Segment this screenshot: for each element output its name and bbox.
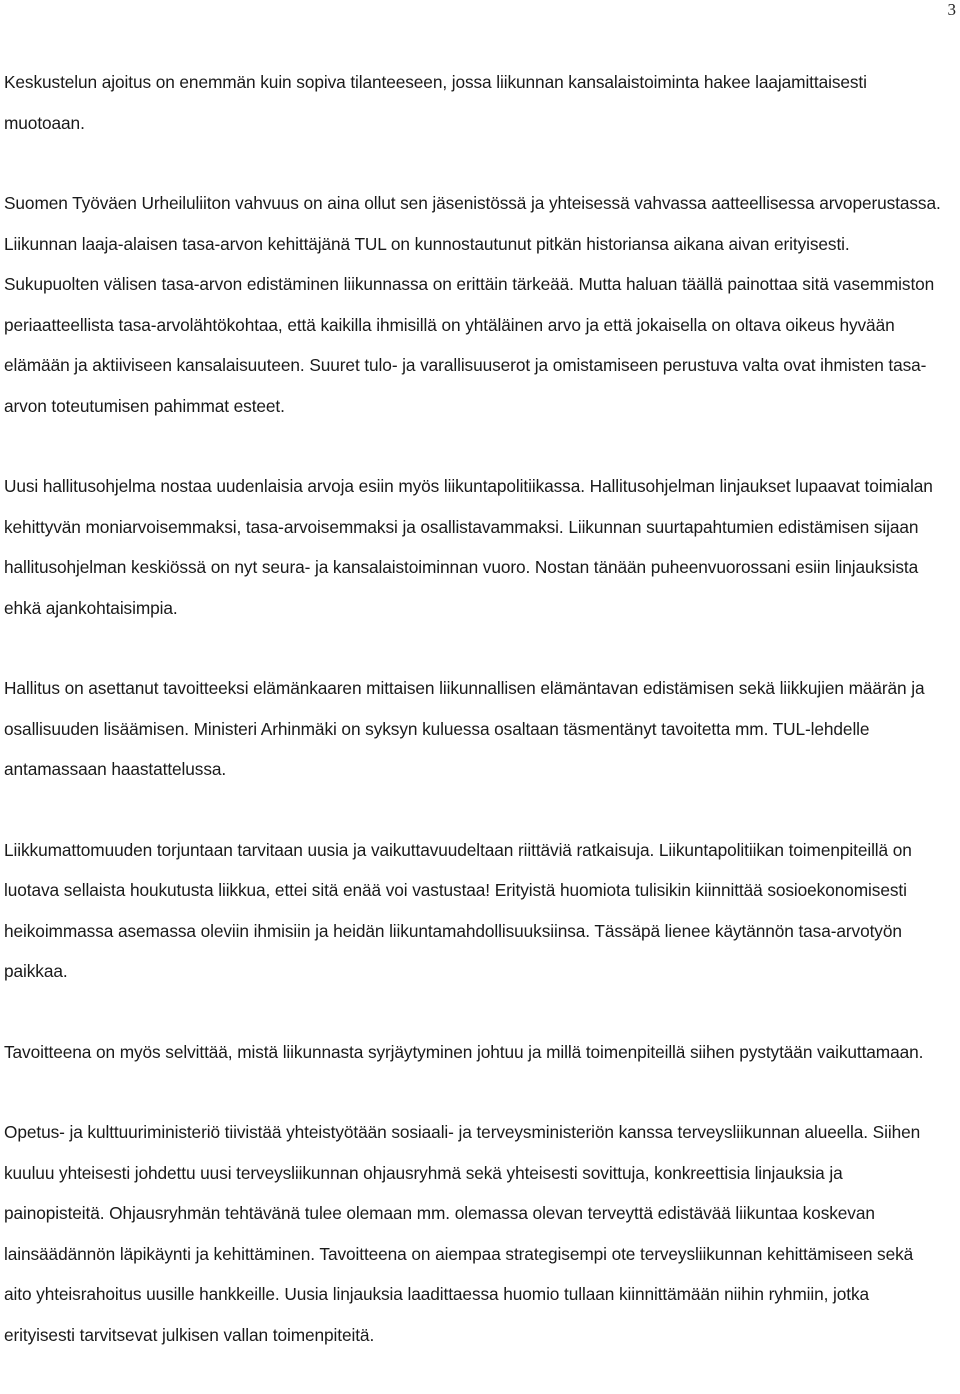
document-body	[4, 62, 944, 1355]
paragraph-spacer	[4, 628, 944, 668]
paragraph-spacer	[4, 790, 944, 830]
paragraph-2: Suomen Työväen Urheiluliiton vahvuus on aina ollut sen jäsenistössä ja yhteisessä vahvassa aatteellisessa arvoperustassa. Liikunnan laaja-alaisen tasa-arvon kehittäjänä TUL on kunnostautunut pitkän historiansa aikana aivan erityisesti. Sukupuolten välisen tasa-arvon edistäminen liikunnassa on erittäin tärkeää. Mutta haluan täällä painottaa sitä vasemmiston periaatteellista tasa-arvolähtökohtaa, että kaikilla ihmisillä on yhtäläinen arvo ja että jokaisella on oltava oikeus hyvään elämään ja aktiiviseen kansalaisuuteen. Suuret tulo- ja varallisuuserot ja omistamiseen perustuva valta ovat ihmisten tasa-arvon toteutumisen pahimmat esteet.	[4, 193, 941, 416]
paragraph-spacer	[4, 426, 944, 466]
paragraph-5: Liikkumattomuuden torjuntaan tarvitaan uusia ja vaikuttavuudeltaan riittäviä ratkaisuja. Liikuntapolitiikan toimenpiteillä on luotava sellaista houkutusta liikkua, ettei sitä enää voi vastustaa! Erityistä huomiota tulisikin kiinnittää sosioekonomisesti heikoimmassa asemassa oleviin ihmisiin ja heidän liikuntamahdollisuuksiinsa. Tässäpä lienee käytännön tasa-arvotyön paikkaa.	[4, 839, 912, 981]
paragraph-spacer	[4, 1072, 944, 1112]
paragraph-6: Tavoitteena on myös selvittää, mistä liikunnasta syrjäytyminen johtuu ja millä toimenpiteillä siihen pystytään vaikuttamaan.	[4, 1041, 924, 1062]
paragraph-4: Hallitus on asettanut tavoitteeksi elämänkaaren mittaisen liikunnallisen elämäntavan edistämisen sekä liikkujien määrän ja osallisuuden lisäämisen. Ministeri Arhinmäki on syksyn kuluessa osaltaan täsmentänyt tavoitetta mm. TUL-lehdelle antamassaan haastattelussa.	[4, 678, 925, 779]
paragraph-7: Opetus- ja kulttuuriministeriö tiivistää yhteistyötään sosiaali- ja terveysministeriön kanssa terveysliikunnan alueella. Siihen kuuluu yhteisesti johdettu uusi terveysliikunnan ohjausryhmä sekä yhteisesti sovittuja, konkreettisia linjauksia ja painopisteitä. Ohjausryhmän tehtävänä tulee olemaan mm. olemassa olevan terveyttä edistävää liikuntaa koskevan lainsäädännön läpikäynti ja kehittäminen. Tavoitteena on aiempaa strategisempi ote terveysliikunnan kehittämiseen sekä aito yhteisrahoitus uusille hankkeille. Uusia linjauksia laadittaessa huomio tullaan kiinnittämään niihin ryhmiin, jotka erityisesti tarvitsevat julkisen vallan toimenpiteitä.	[4, 1122, 921, 1345]
paragraph-1: Keskustelun ajoitus on enemmän kuin sopiva tilanteeseen, jossa liikunnan kansalaistoiminta hakee laajamittaisesti muotoaan.	[4, 72, 867, 133]
paragraph-spacer	[4, 992, 944, 1032]
paragraph-spacer	[4, 143, 944, 183]
paragraph-3: Uusi hallitusohjelma nostaa uudenlaisia arvoja esiin myös liikuntapolitiikassa. Hallitusohjelman linjaukset lupaavat toimialan kehittyvän moniarvoisemmaksi, tasa-arvoisemmaksi ja osallistavammaksi. Liikunnan suurtapahtumien edistämisen sijaan hallitusohjelman keskiössä on nyt seura- ja kansalaistoiminnan vuoro. Nostan tänään puheenvuorossani esiin linjauksista ehkä ajankohtaisimpia.	[4, 476, 933, 618]
page-number: 3	[947, 0, 956, 19]
